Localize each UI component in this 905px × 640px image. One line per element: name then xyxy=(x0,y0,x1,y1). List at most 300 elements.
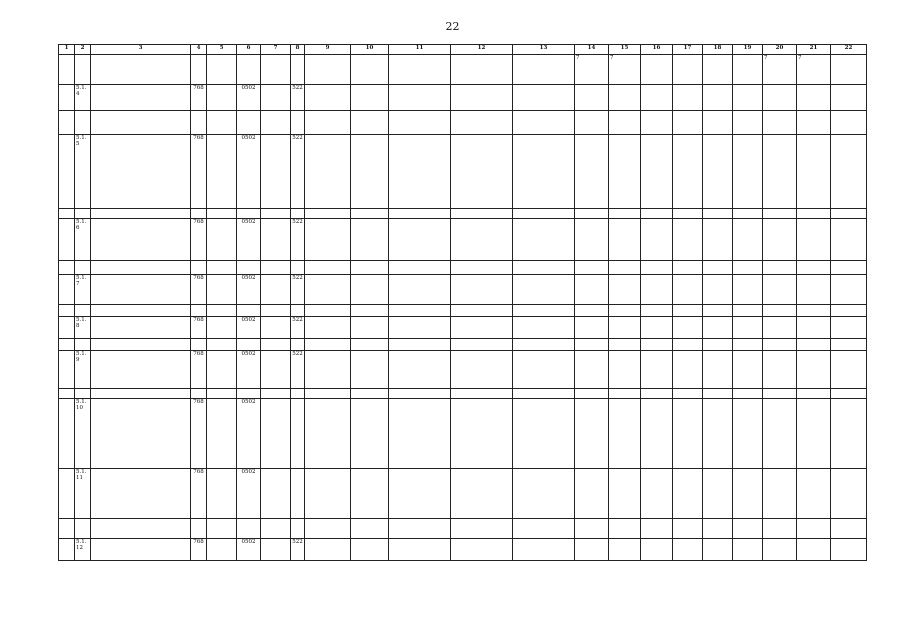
table-cell xyxy=(703,389,733,399)
table-cell xyxy=(703,55,733,85)
table-cell xyxy=(763,305,797,317)
table-cell xyxy=(733,399,763,469)
table-cell xyxy=(59,317,75,339)
table-cell xyxy=(291,469,305,519)
table-cell xyxy=(609,339,641,351)
table-cell xyxy=(291,261,305,275)
table-cell xyxy=(389,55,451,85)
column-number-row xyxy=(59,45,867,55)
table-cell xyxy=(513,111,575,135)
table-cell xyxy=(451,399,513,469)
table-row xyxy=(59,85,867,111)
table-cell xyxy=(513,55,575,85)
table-cell xyxy=(59,209,75,219)
table-cell xyxy=(703,275,733,305)
table-cell xyxy=(763,135,797,209)
table-cell: 0502 xyxy=(237,351,261,389)
table-cell xyxy=(451,55,513,85)
table-cell: 7 xyxy=(763,55,797,85)
table-cell xyxy=(513,469,575,519)
table-cell xyxy=(831,135,867,209)
table-cell xyxy=(831,305,867,317)
column-number-cell: 2 xyxy=(75,45,91,55)
table-cell xyxy=(75,339,91,351)
table-cell xyxy=(451,339,513,351)
table-cell xyxy=(75,305,91,317)
table-cell xyxy=(237,111,261,135)
table-cell xyxy=(451,317,513,339)
table-cell: 5.1.11 xyxy=(75,469,91,519)
table-cell xyxy=(91,519,191,539)
table-cell xyxy=(641,209,673,219)
table-cell xyxy=(513,275,575,305)
table-cell xyxy=(609,351,641,389)
table-cell xyxy=(609,275,641,305)
table-cell: 768 xyxy=(191,469,207,519)
table-cell xyxy=(351,305,389,317)
table-row xyxy=(59,389,867,399)
table-cell xyxy=(351,219,389,261)
table-cell xyxy=(389,261,451,275)
table-cell xyxy=(207,135,237,209)
table-cell xyxy=(91,399,191,469)
table-cell: 768 xyxy=(191,317,207,339)
table-cell xyxy=(351,539,389,561)
page-number: 22 xyxy=(445,20,460,33)
table-cell xyxy=(305,209,351,219)
table-cell: 5.1.7 xyxy=(75,275,91,305)
table-cell xyxy=(91,339,191,351)
table-cell: 768 xyxy=(191,399,207,469)
table-cell xyxy=(207,275,237,305)
table-cell xyxy=(261,209,291,219)
table-cell: 5.1.8 xyxy=(75,317,91,339)
column-number-cell: 7 xyxy=(261,45,291,55)
table-cell xyxy=(733,519,763,539)
table-cell xyxy=(673,85,703,111)
table-cell xyxy=(641,469,673,519)
table-cell xyxy=(763,209,797,219)
table-cell xyxy=(673,351,703,389)
table-cell xyxy=(641,275,673,305)
table-cell xyxy=(451,85,513,111)
table-cell xyxy=(513,389,575,399)
table-cell xyxy=(389,389,451,399)
table-cell xyxy=(451,275,513,305)
column-number-cell: 4 xyxy=(191,45,207,55)
table-cell: 522 xyxy=(291,85,305,111)
table-cell xyxy=(59,219,75,261)
table-cell xyxy=(351,275,389,305)
table-cell xyxy=(673,209,703,219)
table-cell xyxy=(797,209,831,219)
column-number-cell: 6 xyxy=(237,45,261,55)
table-cell xyxy=(641,135,673,209)
table-cell xyxy=(763,219,797,261)
table-cell: 768 xyxy=(191,539,207,561)
table-cell xyxy=(575,539,609,561)
table-cell xyxy=(673,539,703,561)
table-cell xyxy=(641,305,673,317)
table-cell xyxy=(513,305,575,317)
table-cell xyxy=(91,209,191,219)
table-cell xyxy=(575,85,609,111)
table-cell xyxy=(261,339,291,351)
table-cell xyxy=(207,399,237,469)
table-cell xyxy=(59,135,75,209)
table-cell xyxy=(305,55,351,85)
table-cell xyxy=(207,539,237,561)
table-cell xyxy=(291,519,305,539)
table-cell: 768 xyxy=(191,351,207,389)
table-cell: 5.1.4 xyxy=(75,85,91,111)
table-cell xyxy=(641,399,673,469)
table-cell xyxy=(351,209,389,219)
table-cell xyxy=(351,135,389,209)
table-cell xyxy=(261,351,291,389)
table-cell xyxy=(91,305,191,317)
column-number-cell: 19 xyxy=(733,45,763,55)
table-cell xyxy=(831,219,867,261)
table-row xyxy=(59,261,867,275)
table-cell xyxy=(451,351,513,389)
table-cell xyxy=(733,305,763,317)
column-number-cell: 21 xyxy=(797,45,831,55)
table-cell xyxy=(305,399,351,469)
table-cell xyxy=(59,339,75,351)
column-number-cell: 15 xyxy=(609,45,641,55)
table-cell xyxy=(351,469,389,519)
table-cell: 768 xyxy=(191,219,207,261)
table-cell xyxy=(831,209,867,219)
table-cell xyxy=(389,209,451,219)
table-cell xyxy=(797,389,831,399)
column-number-cell: 22 xyxy=(831,45,867,55)
table-cell xyxy=(703,261,733,275)
table-cell xyxy=(261,317,291,339)
table-cell xyxy=(763,261,797,275)
table-cell xyxy=(207,389,237,399)
table-cell xyxy=(797,339,831,351)
table-cell xyxy=(59,351,75,389)
table-cell: 0502 xyxy=(237,469,261,519)
table-cell xyxy=(797,469,831,519)
table-cell xyxy=(59,469,75,519)
table-cell xyxy=(641,111,673,135)
table-cell xyxy=(703,219,733,261)
table-cell xyxy=(575,519,609,539)
table-cell xyxy=(733,539,763,561)
table-cell xyxy=(237,389,261,399)
table-cell xyxy=(703,111,733,135)
table-cell xyxy=(733,469,763,519)
table-cell xyxy=(703,135,733,209)
column-number-cell: 12 xyxy=(451,45,513,55)
table-cell xyxy=(305,539,351,561)
table-cell xyxy=(191,339,207,351)
table-cell xyxy=(673,275,703,305)
table-cell xyxy=(733,219,763,261)
table-cell xyxy=(733,275,763,305)
table-cell: 0502 xyxy=(237,219,261,261)
table-cell: 0502 xyxy=(237,399,261,469)
table-cell xyxy=(351,519,389,539)
table-cell xyxy=(609,219,641,261)
table-cell xyxy=(389,469,451,519)
column-number-cell: 5 xyxy=(207,45,237,55)
table-cell xyxy=(831,539,867,561)
table-cell xyxy=(673,519,703,539)
table-cell xyxy=(207,85,237,111)
table-cell xyxy=(609,111,641,135)
table-cell xyxy=(237,519,261,539)
table-cell xyxy=(191,111,207,135)
table-cell xyxy=(641,539,673,561)
table-cell xyxy=(207,351,237,389)
table-cell: 522 xyxy=(291,135,305,209)
table-cell xyxy=(575,305,609,317)
table-cell xyxy=(733,209,763,219)
table-cell xyxy=(733,111,763,135)
table-cell xyxy=(261,305,291,317)
table-cell xyxy=(261,389,291,399)
table-cell xyxy=(831,275,867,305)
table-cell: 522 xyxy=(291,317,305,339)
table-cell xyxy=(763,85,797,111)
table-cell xyxy=(763,469,797,519)
table-cell xyxy=(351,85,389,111)
table-cell xyxy=(75,111,91,135)
column-number-cell: 8 xyxy=(291,45,305,55)
table-cell xyxy=(513,85,575,111)
table-cell xyxy=(389,317,451,339)
table-row xyxy=(59,219,867,261)
column-number-cell: 18 xyxy=(703,45,733,55)
table-cell xyxy=(575,261,609,275)
table-cell xyxy=(763,351,797,389)
table-cell xyxy=(609,261,641,275)
table-row xyxy=(59,111,867,135)
table-cell xyxy=(191,305,207,317)
table-cell xyxy=(797,539,831,561)
table-cell xyxy=(609,85,641,111)
table-cell xyxy=(609,317,641,339)
table-cell: 522 xyxy=(291,351,305,389)
table-cell xyxy=(609,389,641,399)
table-row xyxy=(59,317,867,339)
table-cell xyxy=(703,85,733,111)
table-cell xyxy=(797,85,831,111)
table-cell xyxy=(237,55,261,85)
table-cell xyxy=(305,275,351,305)
table-cell xyxy=(797,275,831,305)
table-cell xyxy=(513,209,575,219)
budget-table xyxy=(58,44,867,561)
table-cell xyxy=(733,317,763,339)
table-cell xyxy=(59,111,75,135)
table-cell xyxy=(575,275,609,305)
table-cell xyxy=(763,519,797,539)
table-cell xyxy=(703,339,733,351)
table-cell xyxy=(389,85,451,111)
table-cell xyxy=(351,317,389,339)
table-cell xyxy=(351,55,389,85)
table-cell xyxy=(513,339,575,351)
table-cell xyxy=(733,389,763,399)
table-cell xyxy=(389,275,451,305)
table-cell xyxy=(575,399,609,469)
table-cell xyxy=(207,469,237,519)
table-cell xyxy=(261,219,291,261)
table-cell xyxy=(641,519,673,539)
table-cell xyxy=(673,135,703,209)
table-cell xyxy=(797,261,831,275)
table-cell xyxy=(673,55,703,85)
table-cell xyxy=(513,219,575,261)
table-row xyxy=(59,339,867,351)
table-cell: 522 xyxy=(291,539,305,561)
table-cell: 5.1.6 xyxy=(75,219,91,261)
table-cell xyxy=(763,339,797,351)
table-cell xyxy=(261,539,291,561)
table-cell xyxy=(703,305,733,317)
table-cell xyxy=(763,275,797,305)
table-row xyxy=(59,351,867,389)
column-number-cell: 9 xyxy=(305,45,351,55)
table-row xyxy=(59,539,867,561)
table-cell xyxy=(831,111,867,135)
table-cell: 522 xyxy=(291,275,305,305)
table-cell xyxy=(703,469,733,519)
table-cell xyxy=(831,351,867,389)
table-cell xyxy=(91,351,191,389)
table-cell xyxy=(797,219,831,261)
table-cell xyxy=(575,135,609,209)
table-cell xyxy=(641,85,673,111)
table-cell xyxy=(389,135,451,209)
table-cell xyxy=(291,389,305,399)
table-cell xyxy=(237,339,261,351)
table-row xyxy=(59,135,867,209)
column-number-cell: 14 xyxy=(575,45,609,55)
table-cell xyxy=(389,219,451,261)
table-cell xyxy=(191,389,207,399)
table-cell xyxy=(797,351,831,389)
table-cell xyxy=(59,399,75,469)
table-cell xyxy=(673,469,703,519)
table-cell xyxy=(763,317,797,339)
column-number-cell: 10 xyxy=(351,45,389,55)
table-cell xyxy=(733,85,763,111)
table-cell xyxy=(513,519,575,539)
table-row xyxy=(59,209,867,219)
table-cell xyxy=(451,539,513,561)
table-cell xyxy=(75,55,91,85)
table-cell: 5.1.10 xyxy=(75,399,91,469)
column-number-cell: 1 xyxy=(59,45,75,55)
table-cell: 5.1.12 xyxy=(75,539,91,561)
table-cell xyxy=(673,261,703,275)
table-cell xyxy=(207,209,237,219)
table-cell xyxy=(305,389,351,399)
table-cell xyxy=(305,317,351,339)
table-cell xyxy=(59,275,75,305)
table-cell xyxy=(291,209,305,219)
table-cell xyxy=(207,261,237,275)
table-cell xyxy=(291,111,305,135)
table-row xyxy=(59,519,867,539)
table-cell xyxy=(609,399,641,469)
table-cell xyxy=(609,539,641,561)
table-cell xyxy=(831,519,867,539)
table-cell xyxy=(351,389,389,399)
table-cell xyxy=(261,135,291,209)
table-cell xyxy=(575,219,609,261)
table-cell: 0502 xyxy=(237,135,261,209)
table-cell xyxy=(451,135,513,209)
table-cell xyxy=(207,55,237,85)
table-cell xyxy=(641,219,673,261)
table-cell xyxy=(451,261,513,275)
table-row xyxy=(59,55,867,85)
table-cell xyxy=(305,351,351,389)
table-cell xyxy=(91,135,191,209)
table-cell xyxy=(91,85,191,111)
table-cell xyxy=(513,351,575,389)
table-cell xyxy=(59,389,75,399)
table-cell xyxy=(291,55,305,85)
table-cell xyxy=(703,351,733,389)
table-cell xyxy=(797,305,831,317)
table-cell xyxy=(351,399,389,469)
table-cell xyxy=(641,317,673,339)
table-cell xyxy=(261,85,291,111)
table-cell xyxy=(91,317,191,339)
table-cell xyxy=(831,399,867,469)
table-cell xyxy=(237,261,261,275)
table-cell xyxy=(831,55,867,85)
table-cell xyxy=(673,339,703,351)
table-cell xyxy=(451,219,513,261)
table-cell xyxy=(641,339,673,351)
table-cell xyxy=(609,305,641,317)
table-cell xyxy=(575,469,609,519)
table-cell: 7 xyxy=(575,55,609,85)
table-cell xyxy=(763,389,797,399)
table-cell xyxy=(91,275,191,305)
table-cell xyxy=(91,261,191,275)
table-cell xyxy=(75,519,91,539)
table-cell xyxy=(451,389,513,399)
table-cell xyxy=(609,135,641,209)
table-cell: 0502 xyxy=(237,85,261,111)
table-cell xyxy=(59,519,75,539)
table-cell xyxy=(451,469,513,519)
table-cell xyxy=(91,469,191,519)
table-cell xyxy=(351,339,389,351)
table-cell xyxy=(291,399,305,469)
table-cell: 768 xyxy=(191,85,207,111)
table-cell xyxy=(191,261,207,275)
table-cell xyxy=(575,317,609,339)
table-cell xyxy=(59,539,75,561)
table-cell xyxy=(305,339,351,351)
table-cell xyxy=(207,339,237,351)
table-cell xyxy=(797,111,831,135)
table-cell xyxy=(91,55,191,85)
table-cell xyxy=(207,111,237,135)
table-cell xyxy=(451,519,513,539)
